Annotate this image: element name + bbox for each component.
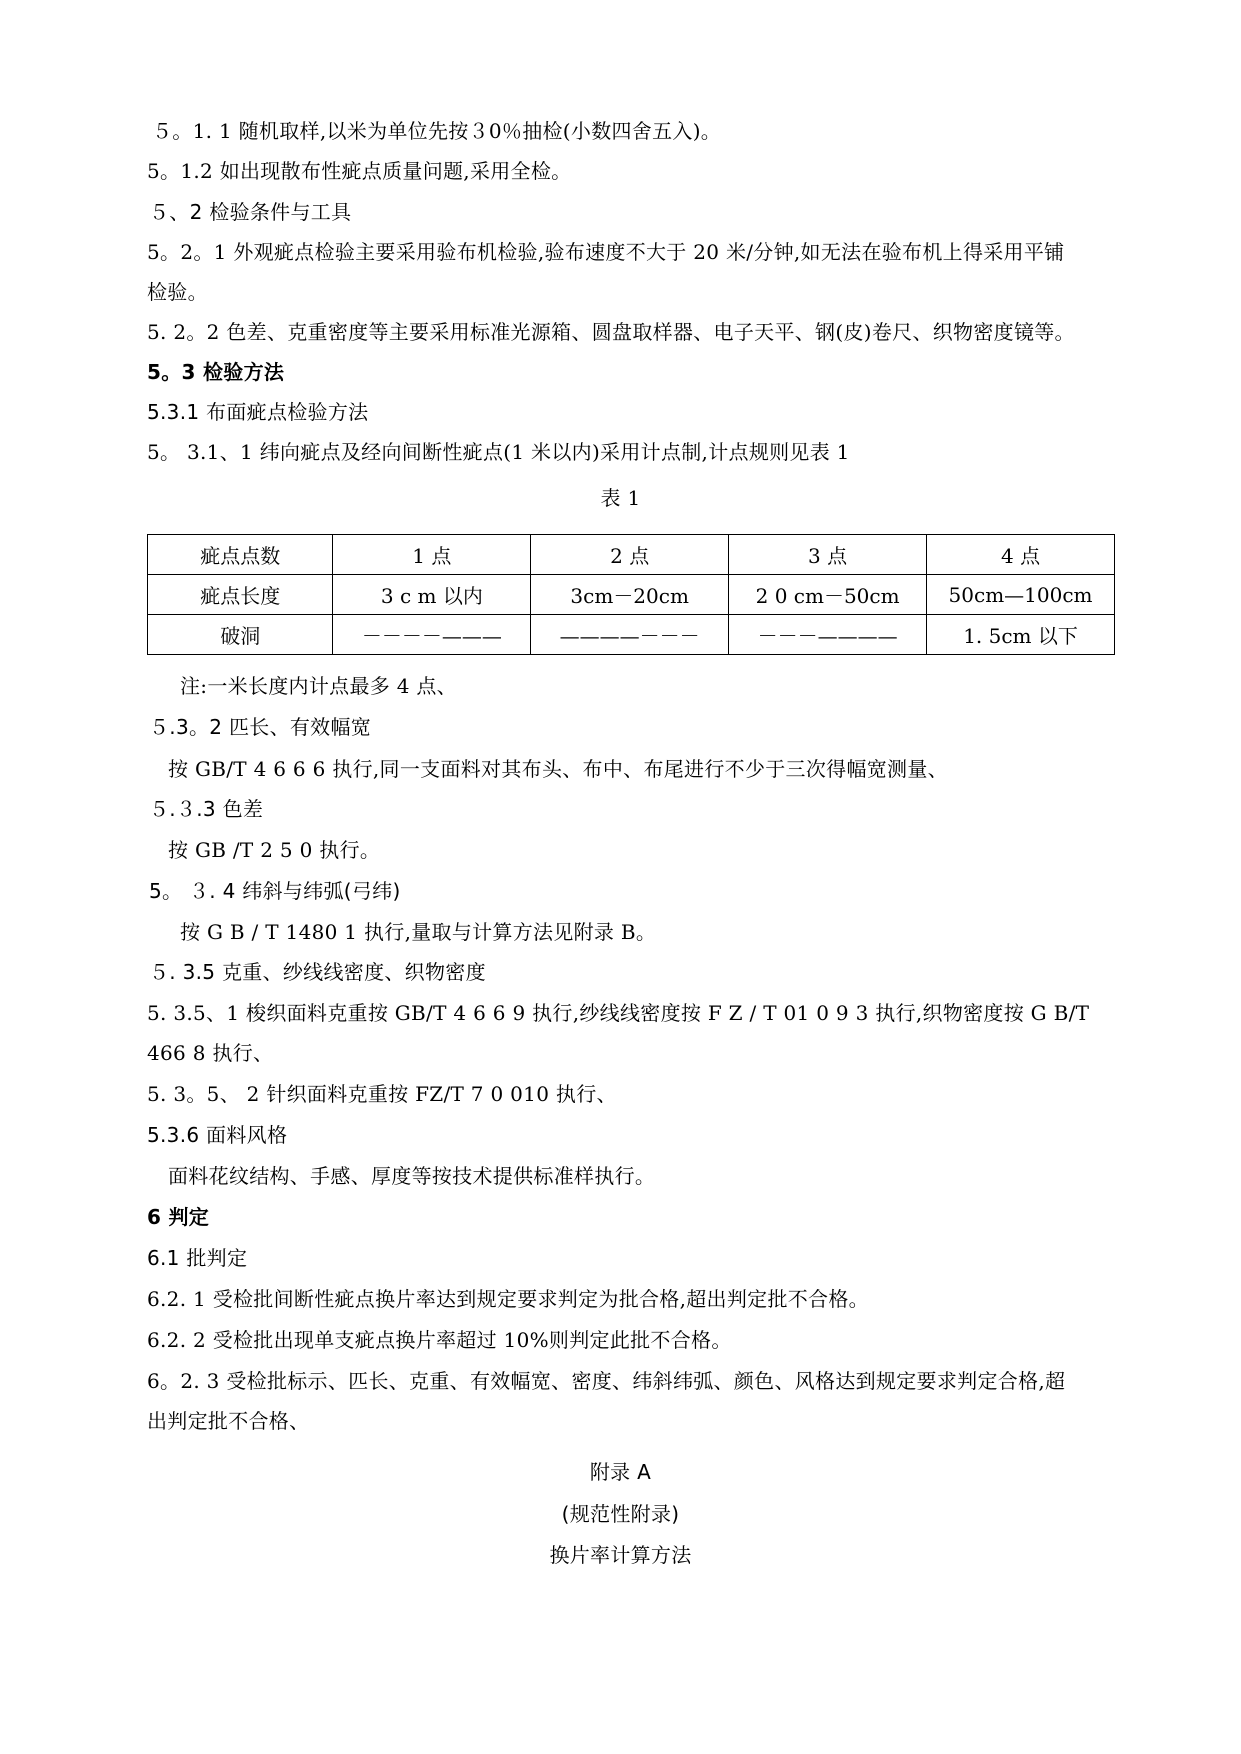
clause-6-2-3: 6。2. 3 受检批标示、匹长、克重、有效幅宽、密度、纬斜纬弧、颜色、风格达到规定要求判定合格,超 xyxy=(147,1369,1066,1393)
table-row xyxy=(148,615,1115,655)
clause-5-2-1: 5。2。1 外观疵点检验主要采用验布机检验,验布速度不大于 20 米/分钟,如无法在验布机上得采用平铺 xyxy=(147,240,1065,264)
clause-5-3-4: 按 G B / T 1480 1 执行,量取与计算方法见附录 B。 xyxy=(180,920,657,944)
clause-5-3-6: 面料花纹结构、手感、厚度等按技术提供标准样执行。 xyxy=(168,1164,656,1188)
table-cell: 疵点长度 xyxy=(148,575,333,615)
table-row xyxy=(148,535,1115,575)
clause-6-2-3-cont: 出判定批不合格、 xyxy=(147,1409,310,1433)
heading-6: 6 判定 xyxy=(147,1205,210,1229)
clause-6-2-2: 6.2. 2 受检批出现单支疵点换片率超过 10%则判定此批不合格。 xyxy=(147,1328,732,1352)
table-cell: 1. 5cm 以下 xyxy=(927,615,1115,655)
clause-5-1-2: 5。1.2 如出现散布性疵点质量问题,采用全检。 xyxy=(147,159,572,183)
clause-5-1-1: ５。1. 1 随机取样,以米为单位先按３0％抽检(小数四舍五入)。 xyxy=(152,119,722,143)
heading-5-3-6: 5.3.6 面料风格 xyxy=(147,1123,288,1147)
table-cell: －－－－——— xyxy=(333,615,531,655)
heading-5-3-3: ５.３.3 色差 xyxy=(149,797,264,821)
table-caption: 表 1 xyxy=(600,486,641,510)
defect-point-table xyxy=(147,534,1115,655)
table-cell: 50cm—100cm xyxy=(927,575,1115,615)
table-cell: 1 点 xyxy=(333,535,531,575)
heading-5-3: 5。3 检验方法 xyxy=(147,360,285,384)
appendix-title: 附录 A xyxy=(589,1460,652,1484)
appendix-heading: 换片率计算方法 xyxy=(549,1543,692,1567)
table-cell: 破洞 xyxy=(148,615,333,655)
table-cell: －－－———— xyxy=(729,615,927,655)
heading-5-3-4: 5。 ３. 4 纬斜与纬弧(弓纬) xyxy=(149,879,401,903)
clause-5-3-1-1: 5。 3.1、1 纬向疵点及经向间断性疵点(1 米以内)采用计点制,计点规则见表 1 xyxy=(147,440,850,464)
table-cell: 3 c m 以内 xyxy=(333,575,531,615)
heading-6-1: 6.1 批判定 xyxy=(147,1246,248,1270)
clause-5-3-3: 按 GB /T 2 5 0 执行。 xyxy=(168,838,381,862)
clause-5-2-1-cont: 检验。 xyxy=(147,280,208,304)
heading-5-3-5: ５. 3.5 克重、纱线线密度、织物密度 xyxy=(149,960,486,984)
heading-5-3-2: ５.3。2 匹长、有效幅宽 xyxy=(149,715,372,739)
clause-5-3-5-2: 5. 3。5、 2 针织面料克重按 FZ/T 7 0 010 执行、 xyxy=(147,1082,617,1106)
heading-5-3-1: 5.3.1 布面疵点检验方法 xyxy=(147,400,369,424)
clause-5-2-2: 5. 2。2 色差、克重密度等主要采用标准光源箱、圆盘取样器、电子天平、钢(皮)卷尺、织物密度镜等。 xyxy=(147,320,1075,344)
heading-5-2: ５、2 检验条件与工具 xyxy=(149,200,352,224)
clause-5-3-2: 按 GB/T 4 6 6 6 执行,同一支面料对其布头、布中、布尾进行不少于三次得幅宽测量、 xyxy=(168,757,948,781)
table-note: 注:一米长度内计点最多 4 点、 xyxy=(180,674,457,698)
table-cell: 3cm－20cm xyxy=(531,575,729,615)
table-cell: 2 0 cm－50cm xyxy=(729,575,927,615)
appendix-subtitle: (规范性附录) xyxy=(561,1502,680,1526)
table-cell: 2 点 xyxy=(531,535,729,575)
table-cell: 3 点 xyxy=(729,535,927,575)
clause-6-2-1: 6.2. 1 受检批间断性疵点换片率达到规定要求判定为批合格,超出判定批不合格。 xyxy=(147,1287,869,1311)
table-cell: 4 点 xyxy=(927,535,1115,575)
table-cell: ————－－－ xyxy=(531,615,729,655)
table-cell: 疵点点数 xyxy=(148,535,333,575)
table-row xyxy=(148,575,1115,615)
clause-5-3-5-1: 5. 3.5、1 梭织面料克重按 GB/T 4 6 6 9 执行,纱线线密度按 F Z / T 01 0 9 3 执行,织物密度按 G B/T xyxy=(147,1001,1090,1025)
clause-5-3-5-1-cont: 466 8 执行、 xyxy=(147,1041,274,1065)
